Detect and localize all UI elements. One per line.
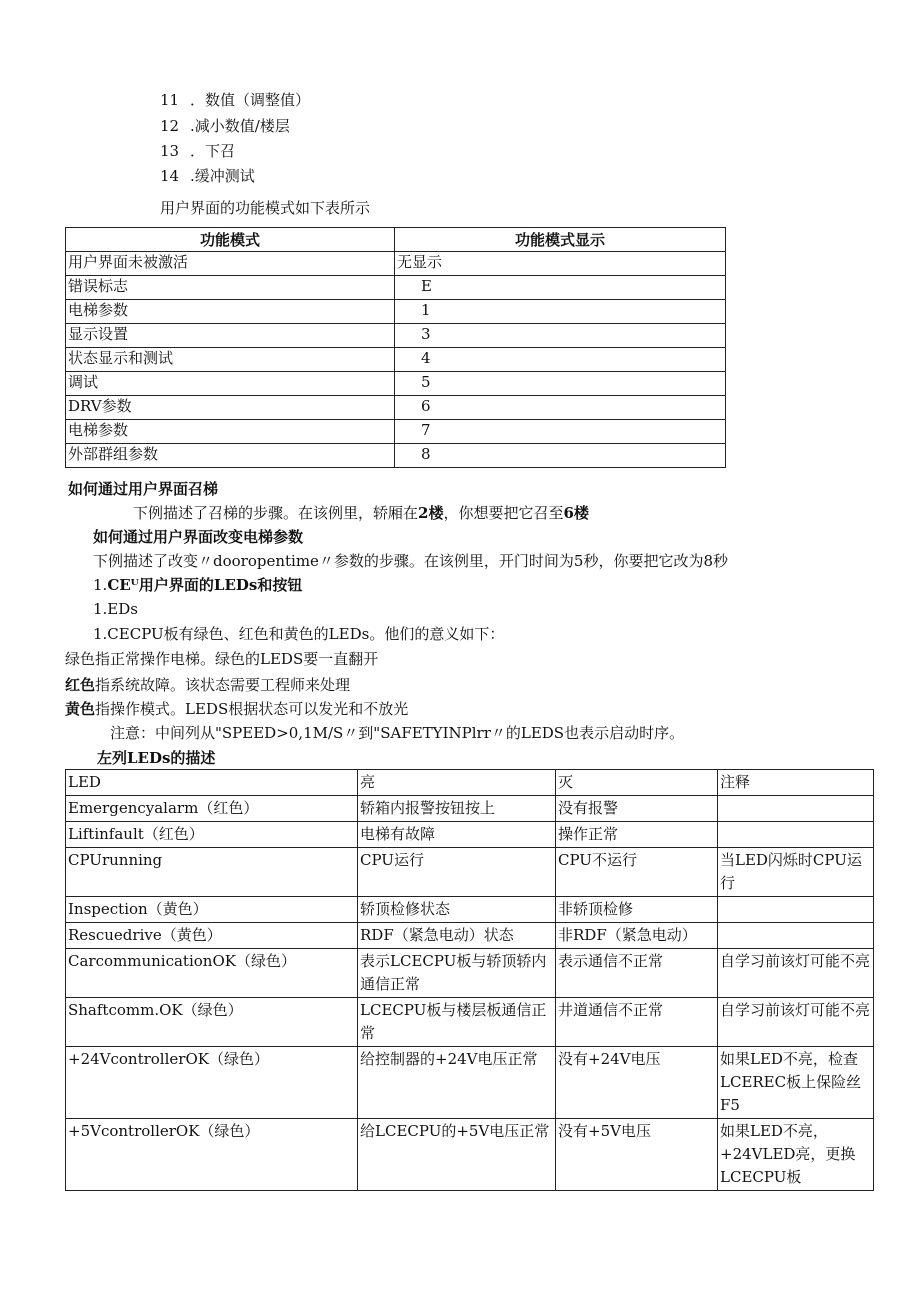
led-cell: Emergencyalarm（红色） [66, 796, 358, 822]
mode-cell: DRV参数 [66, 396, 395, 420]
table-row [66, 1047, 874, 1119]
leds-title: CEᵂ用户界面的LEDs和按钮 [107, 576, 303, 594]
off-cell: 表示通信不正常 [556, 949, 718, 998]
on-cell: 给LCECPU的+5V电压正常 [358, 1119, 556, 1191]
header-led: LED [66, 770, 358, 796]
led-cell: Liftinfault（红色） [66, 822, 358, 848]
led-cell: CarcommunicationOK（绿色） [66, 949, 358, 998]
intro-text: 用户界面的功能模式如下表所示 [160, 199, 371, 217]
table-row [66, 396, 726, 420]
note-text: 注意：中间列从"SPEED>0,1M/S〃到"SAFETYINPlrr〃的LEDS也表示启动时序。 [110, 724, 685, 742]
cecpu-text: 1.CECPU板有绿色、红色和黄色的LEDs。他们的意义如下： [93, 625, 505, 643]
led-cell: +24VcontrollerOK（绿色） [66, 1047, 358, 1119]
note-cell [718, 822, 874, 848]
display-cell: 4 [395, 348, 726, 372]
list-text: ．数值（调整值） [190, 91, 311, 109]
list-item-13 [160, 141, 235, 161]
led-cell: Inspection（黄色） [66, 897, 358, 923]
table-header-row [66, 228, 726, 252]
header-note: 注释 [718, 770, 874, 796]
mode-cell: 外部群组参数 [66, 444, 395, 468]
led-cell: +5VcontrollerOK（绿色） [66, 1119, 358, 1191]
display-cell: E [395, 276, 726, 300]
display-cell: 5 [395, 372, 726, 396]
on-cell: 表示LCECPU板与轿顶轿内通信正常 [358, 949, 556, 998]
table-row [66, 822, 874, 848]
table-row [66, 276, 726, 300]
on-cell: LCECPU板与楼层板通信正常 [358, 998, 556, 1047]
note-cell [718, 897, 874, 923]
display-cell: 无显示 [395, 252, 726, 276]
note-cell [718, 796, 874, 822]
list-item-12 [160, 116, 290, 136]
note-cell: 自学习前该灯可能不亮 [718, 949, 874, 998]
led-cell: Rescuedrive（黄色） [66, 923, 358, 949]
note-cell: 如果LED不亮，检查LCEREC板上保险丝F5 [718, 1047, 874, 1119]
header-off: 灭 [556, 770, 718, 796]
table-row [66, 348, 726, 372]
table-row [66, 252, 726, 276]
off-cell: 非RDF（紧急电动） [556, 923, 718, 949]
note-cell: 自学习前该灯可能不亮 [718, 998, 874, 1047]
display-cell: 8 [395, 444, 726, 468]
red-text: 指系统故障。该状态需要工程师来处理 [95, 676, 351, 694]
mode-cell: 状态显示和测试 [66, 348, 395, 372]
leds-heading [93, 575, 302, 595]
header-mode: 功能模式 [66, 228, 395, 252]
eds-heading: 1.EDs [93, 600, 138, 618]
list-item-14 [160, 166, 255, 186]
display-cell: 7 [395, 420, 726, 444]
list-text: ．下召 [190, 142, 236, 160]
off-cell: 操作正常 [556, 822, 718, 848]
left-leds-title: 左列LEDs的描述 [97, 749, 216, 767]
off-cell: 没有+24V电压 [556, 1047, 718, 1119]
table-row [66, 324, 726, 348]
mode-cell: 错误标志 [66, 276, 395, 300]
table-row [66, 897, 874, 923]
yellow-label: 黄色 [65, 700, 96, 718]
param-title: 如何通过用户界面改变电梯参数 [93, 528, 304, 546]
call-desc-c: ，你想要把它召至 [443, 504, 564, 522]
mode-cell: 调试 [66, 372, 395, 396]
table-row [66, 444, 726, 468]
display-cell: 6 [395, 396, 726, 420]
note-cell [718, 923, 874, 949]
mode-cell: 电梯参数 [66, 300, 395, 324]
call-desc-b: 2楼 [418, 504, 444, 522]
table-row [66, 300, 726, 324]
led-cell: Shaftcomm.OK（绿色） [66, 998, 358, 1047]
green-text: 绿色指正常操作电梯。绿色的LEDS要一直翻开 [65, 650, 379, 668]
note-cell: 如果LED不亮，+24VLED亮，更换LCECPU板 [718, 1119, 874, 1191]
off-cell: 井道通信不正常 [556, 998, 718, 1047]
list-number: 13 [160, 142, 180, 160]
table-row [66, 949, 874, 998]
table-row [66, 372, 726, 396]
led-table [65, 769, 874, 1191]
table-row [66, 1119, 874, 1191]
leds-prefix: 1. [93, 576, 108, 594]
red-line [65, 675, 350, 695]
table-header-row [66, 770, 874, 796]
header-on: 亮 [358, 770, 556, 796]
list-number: 11 [160, 91, 180, 109]
mode-cell: 显示设置 [66, 324, 395, 348]
table-row [66, 420, 726, 444]
note-cell: 当LED闪烁时CPU运行 [718, 848, 874, 897]
off-cell: 非轿顶检修 [556, 897, 718, 923]
display-cell: 1 [395, 300, 726, 324]
display-cell: 3 [395, 324, 726, 348]
list-text: .减小数值/楼层 [190, 117, 290, 135]
call-title: 如何通过用户界面召梯 [68, 480, 219, 498]
table-row [66, 998, 874, 1047]
yellow-line [65, 699, 408, 719]
off-cell: CPU不运行 [556, 848, 718, 897]
list-number: 12 [160, 117, 180, 135]
list-text: .缓冲测试 [190, 167, 255, 185]
on-cell: 轿顶检修状态 [358, 897, 556, 923]
call-desc-d: 6楼 [563, 504, 589, 522]
led-cell: CPUrunning [66, 848, 358, 897]
mode-cell: 用户界面未被激活 [66, 252, 395, 276]
list-number: 14 [160, 167, 180, 185]
table-row [66, 796, 874, 822]
on-cell: 给控制器的+24V电压正常 [358, 1047, 556, 1119]
header-display: 功能模式显示 [395, 228, 726, 252]
table-row [66, 923, 874, 949]
list-item-11 [160, 90, 310, 110]
on-cell: RDF（紧急电动）状态 [358, 923, 556, 949]
on-cell: 轿箱内报警按钮按上 [358, 796, 556, 822]
off-cell: 没有+5V电压 [556, 1119, 718, 1191]
mode-cell: 电梯参数 [66, 420, 395, 444]
table-row [66, 848, 874, 897]
yellow-text: 指操作模式。LEDS根据状态可以发光和不放光 [95, 700, 409, 718]
red-label: 红色 [65, 676, 96, 694]
on-cell: CPU运行 [358, 848, 556, 897]
call-description [133, 503, 589, 523]
call-desc-a: 下例描述了召梯的步骤。在该例里，轿厢在 [133, 504, 419, 522]
param-description: 下例描述了改变〃dooropentime〃参数的步骤。在该例里，开门时间为5秒，你要把它改为8秒 [93, 552, 729, 570]
on-cell: 电梯有故障 [358, 822, 556, 848]
off-cell: 没有报警 [556, 796, 718, 822]
function-mode-table [65, 227, 726, 468]
